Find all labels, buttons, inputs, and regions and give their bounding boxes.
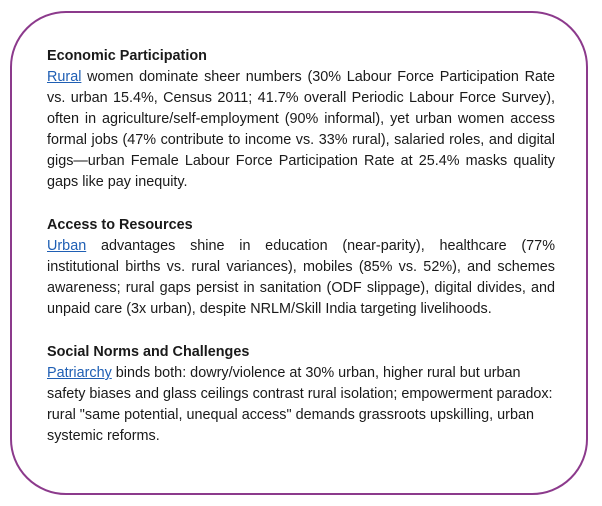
urban-link[interactable]: Urban	[47, 238, 87, 254]
section-heading: Access to Resources	[47, 217, 193, 233]
section-body-text: advantages shine in education (near-parity), healthcare (77% institutional births vs. rural variances), mobiles (85% vs. 52%), and schemes awareness; rural gaps persist in sanitation (ODF slippage), digital divides, and unpaid care (3x urban), despite NRLM/Skill India targeting livelihoods.	[47, 238, 555, 317]
section-social-norms	[47, 342, 555, 447]
section-body-text: women dominate sheer numbers (30% Labour Force Participation Rate vs. urban 15.4%, Census 2011; 41.7% overall Periodic Labour Force Survey), often in agriculture/self-employment (90% informal), yet urban women access formal jobs (47% contribute to income vs. 33% rural), salaried roles, and digital gigs—urban Female Labour Force Participation Rate at 25.4% masks quality gaps like pay inequity.	[47, 69, 555, 190]
section-paragraph	[47, 67, 555, 193]
rural-link[interactable]: Rural	[47, 69, 82, 85]
section-access-to-resources	[47, 215, 555, 320]
section-body-text: binds both: dowry/violence at 30% urban, higher rural but urban safety biases and glass ceilings contrast rural isolation; empowerment paradox: rural "same potential, unequal access" demands grassroots upskilling, urban systemic reforms.	[47, 365, 553, 444]
card-content	[47, 46, 555, 469]
section-heading: Economic Participation	[47, 48, 207, 64]
patriarchy-link[interactable]: Patriarchy	[47, 365, 112, 381]
section-heading: Social Norms and Challenges	[47, 344, 250, 360]
section-paragraph	[47, 236, 555, 320]
section-economic-participation	[47, 46, 555, 193]
section-paragraph	[47, 363, 555, 447]
